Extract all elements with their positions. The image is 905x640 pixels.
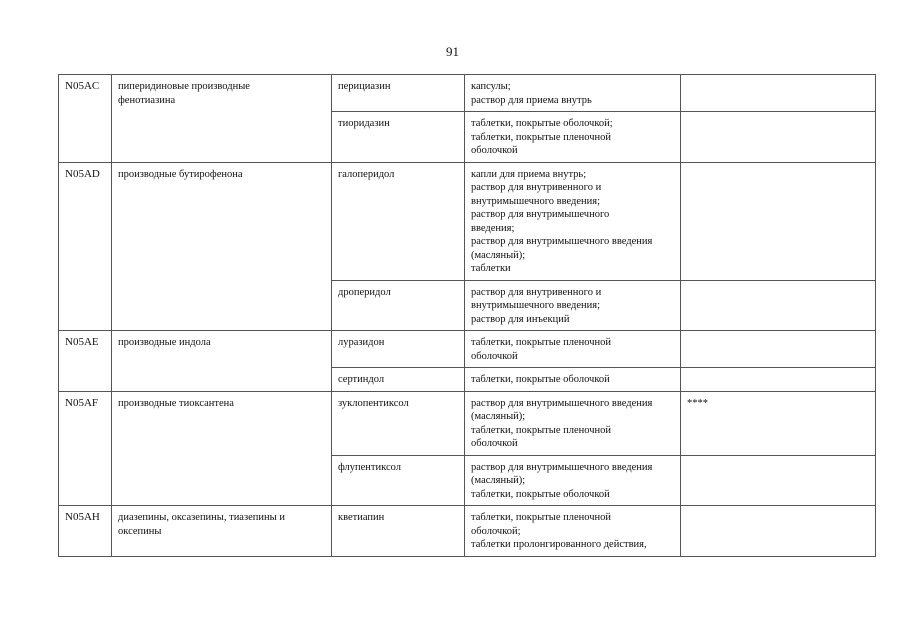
dosage-forms-cell (465, 368, 681, 392)
dosage-forms-cell (465, 280, 681, 331)
dosage-forms-cell (465, 455, 681, 506)
group-name-cell (112, 506, 332, 557)
dosage-forms-cell (465, 75, 681, 112)
dosage-form-line: таблетки (471, 263, 511, 274)
dosage-form-line: раствор для внутримышечного введения (471, 236, 653, 247)
dosage-forms-cell (465, 162, 681, 280)
group-name-line: производные индола (118, 337, 211, 348)
group-name-line: диазепины, оксазепины, тиазепины и (118, 512, 285, 523)
atc-code-cell: N05AH (59, 506, 112, 557)
dosage-form-line: раствор для внутримышечного введения (471, 461, 653, 473)
drug-name-cell: тиоридазин (332, 112, 465, 163)
dosage-form-line: оболочкой (471, 145, 518, 156)
group-name-cell (112, 75, 332, 163)
dosage-forms-cell (465, 506, 681, 557)
dosage-form-line: (масляный); (471, 249, 526, 261)
note-cell (681, 368, 876, 392)
atc-code-cell: N05AE (59, 331, 112, 392)
dosage-form-line: раствор для внутримышечного введения (471, 397, 653, 409)
note-cell (681, 75, 876, 112)
drug-table (58, 74, 876, 557)
dosage-form-line: оболочкой (471, 438, 518, 449)
dosage-form-line: капсулы; (471, 81, 511, 92)
dosage-form-line: раствор для внутривенного и (471, 286, 602, 298)
group-name-line: производные тиоксантена (118, 397, 234, 409)
note-cell (681, 455, 876, 506)
table-row (59, 331, 876, 368)
note-cell (681, 506, 876, 557)
dosage-form-line: таблетки, покрытые оболочкой; (471, 118, 613, 129)
dosage-forms-cell (465, 112, 681, 163)
drug-name-cell: зуклопентиксол (332, 391, 465, 455)
table-row (59, 506, 876, 557)
drug-name-cell: галоперидол (332, 162, 465, 280)
dosage-form-line: таблетки, покрытые пленочной (471, 131, 612, 143)
table-row (59, 391, 876, 455)
table-row (59, 75, 876, 112)
note-cell (681, 331, 876, 368)
note-cell (681, 162, 876, 280)
drug-name-cell: перициазин (332, 75, 465, 112)
drug-name-cell: сертиндол (332, 368, 465, 392)
drug-name-cell: кветиапин (332, 506, 465, 557)
dosage-form-line: введения; (471, 222, 515, 234)
dosage-forms-cell (465, 391, 681, 455)
note-cell (681, 280, 876, 331)
group-name-line: оксепины (118, 525, 162, 537)
dosage-form-line: оболочкой (471, 350, 518, 362)
dosage-form-line: внутримышечного введения; (471, 300, 601, 311)
dosage-form-line: таблетки, покрытые пленочной (471, 512, 612, 523)
atc-code-cell: N05AF (59, 391, 112, 506)
dosage-form-line: (масляный); (471, 475, 526, 486)
atc-code-cell: N05AC (59, 75, 112, 163)
dosage-form-line: таблетки, покрытые оболочкой (471, 374, 610, 385)
dosage-form-line: (масляный); (471, 411, 526, 422)
atc-code-cell: N05AD (59, 162, 112, 331)
drug-name-cell: луразидон (332, 331, 465, 368)
dosage-form-line: таблетки, покрытые пленочной (471, 337, 612, 348)
dosage-form-line: таблетки пролонгированного действия, (471, 539, 647, 550)
dosage-form-line: оболочкой; (471, 525, 521, 537)
drug-name-cell: флупентиксол (332, 455, 465, 506)
note-cell: **** (681, 391, 876, 455)
dosage-form-line: раствор для инъекций (471, 313, 570, 325)
drug-name-cell: дроперидол (332, 280, 465, 331)
dosage-forms-cell (465, 331, 681, 368)
dosage-form-line: таблетки, покрытые оболочкой (471, 488, 610, 500)
dosage-form-line: внутримышечного введения; (471, 195, 601, 207)
dosage-form-line: капли для приема внутрь; (471, 168, 587, 180)
note-cell (681, 112, 876, 163)
group-name-line: пиперидиновые производные (118, 81, 250, 92)
dosage-form-line: раствор для приема внутрь (471, 94, 592, 106)
group-name-cell (112, 391, 332, 506)
page-number: 91 (446, 44, 459, 59)
dosage-form-line: таблетки, покрытые пленочной (471, 424, 612, 436)
group-name-cell (112, 331, 332, 392)
table-row (59, 162, 876, 280)
group-name-line: фенотиазина (118, 94, 176, 106)
dosage-form-line: раствор для внутривенного и (471, 182, 602, 193)
group-name-line: производные бутирофенона (118, 168, 243, 180)
dosage-form-line: раствор для внутримышечного (471, 209, 610, 220)
group-name-cell (112, 162, 332, 331)
